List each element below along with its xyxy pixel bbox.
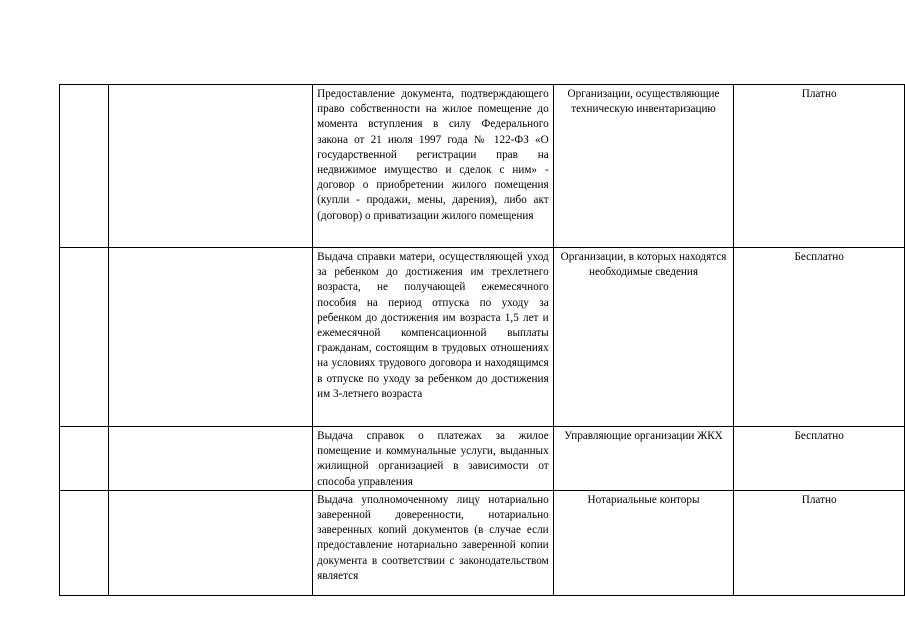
service-name-cell bbox=[108, 248, 312, 427]
service-name-cell bbox=[108, 427, 312, 491]
service-name-cell bbox=[108, 490, 312, 595]
table-row bbox=[60, 490, 905, 595]
document-description-cell: Выдача справок о платежах за жилое помещение и коммунальные услуги, выданных жилищной организацией в зависимости от способа управления bbox=[313, 427, 554, 491]
service-name-cell bbox=[108, 85, 312, 248]
cost-cell: Бесплатно bbox=[734, 427, 905, 491]
table-row bbox=[60, 85, 905, 248]
row-number-cell bbox=[60, 427, 109, 491]
document-description-cell: Предоставление документа, подтверждающего право собственности на жилое помещение до момента вступления в силу Федерального закона от 21 июля 1997 года № 122-ФЗ «О государственной регистрации прав на недвижимое имущество и сделок с ним» - договор о приобретении жилого помещения (купли - продажи, мены, дарения), либо акт (договор) о приватизации жилого помещения bbox=[313, 85, 554, 248]
table-row bbox=[60, 248, 905, 427]
cost-cell: Бесплатно bbox=[734, 248, 905, 427]
document-description-cell: Выдача справки матери, осуществляющей уход за ребенком до достижения им трехлетнего возраста, не получающей ежемесячного пособия на период отпуска по уходу за ребенком до достижения им возраста 1,5 лет и ежемесячной компенсационной выплаты гражданам, состоящим в трудовых отношениях на условиях трудового договора и находящимся в отпуске по уходу за ребенком до достижения им 3-летнего возраста bbox=[313, 248, 554, 427]
table-row bbox=[60, 427, 905, 491]
row-number-cell bbox=[60, 248, 109, 427]
issuing-organization-cell: Управляющие организации ЖКХ bbox=[553, 427, 734, 491]
cost-cell: Платно bbox=[734, 490, 905, 595]
document-description-cell: Выдача уполномоченному лицу нотариально заверенной доверенности, нотариально заверенных копий документов (в случае если предоставление нотариально заверенной копии документа в соответствии с законодательством является bbox=[313, 490, 554, 595]
issuing-organization-cell: Организации, осуществляющие техническую инвентаризацию bbox=[553, 85, 734, 248]
row-number-cell bbox=[60, 85, 109, 248]
row-number-cell bbox=[60, 490, 109, 595]
issuing-organization-cell: Нотариальные конторы bbox=[553, 490, 734, 595]
services-table bbox=[59, 84, 905, 596]
issuing-organization-cell: Организации, в которых находятся необходимые сведения bbox=[553, 248, 734, 427]
cost-cell: Платно bbox=[734, 85, 905, 248]
